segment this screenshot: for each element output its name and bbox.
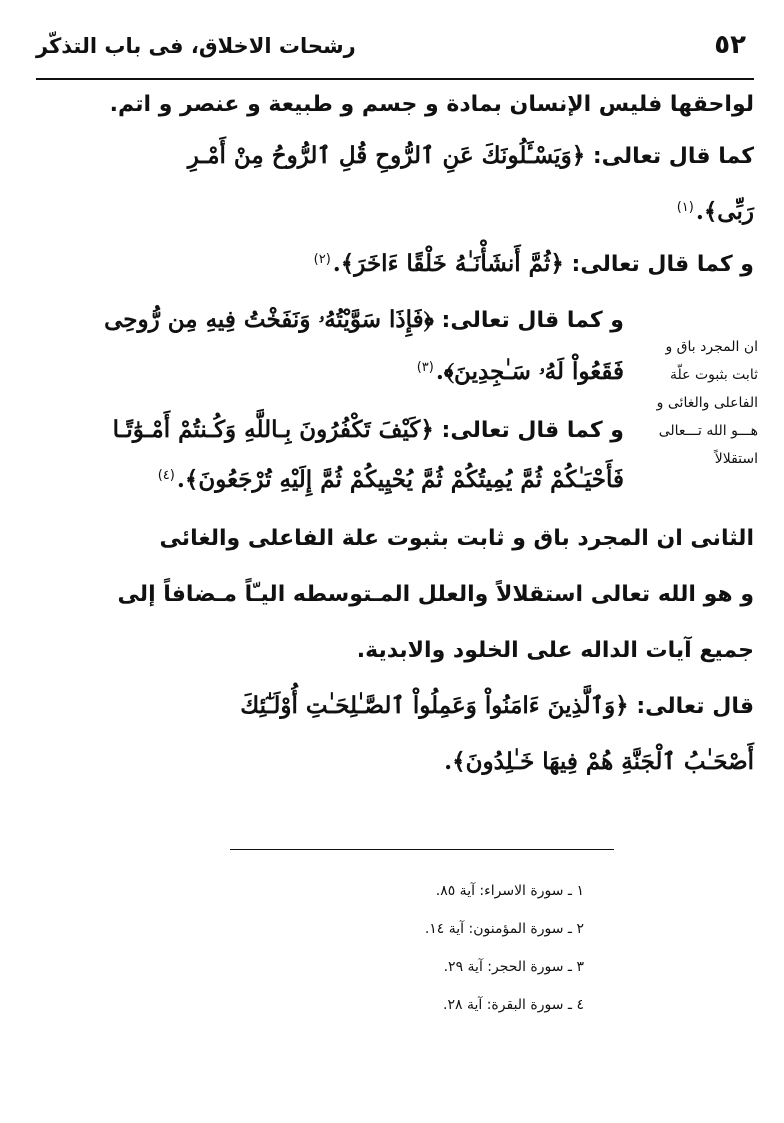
margin-note bbox=[636, 333, 758, 473]
body-line: الثانى ان المجرد باق و ثابت بثبوت علة الفاعلى والغائى bbox=[159, 526, 754, 551]
verse-intro: كما قال تعالى: bbox=[585, 144, 754, 169]
quran-verse: رَبِّى﴾. bbox=[695, 198, 754, 225]
body-line bbox=[677, 198, 754, 226]
body-line bbox=[104, 306, 624, 334]
footnote: ٣ ـ سورة الحجر: آية ٢٩. bbox=[443, 959, 584, 975]
margin-note-line: هـــو الله تـــعالى bbox=[658, 423, 758, 439]
quran-verse: ﴿فَإِذَا سَوَّيْتُهُۥ وَنَفَخْتُ فِيهِ مِن رُّوحِى bbox=[104, 306, 434, 333]
verse-intro: و كما قال تعالى: bbox=[433, 418, 624, 443]
footnote: ٢ ـ سورة المؤمنون: آية ١٤. bbox=[424, 921, 584, 937]
quran-verse: ﴿ثُمَّ أَنشَأْنَـٰهُ خَلْقًا ءَاخَرَ﴾. bbox=[332, 250, 564, 277]
page-header bbox=[36, 26, 754, 66]
verse-intro: و كما قال تعالى: bbox=[563, 252, 754, 277]
body-line: لواحقها فليس الإنسان بمادة و جسم و طبيعة و عنصر و اتم. bbox=[109, 92, 754, 117]
body-line bbox=[113, 416, 624, 444]
running-title: رشحات الاخلاق، فى باب التذكّر bbox=[36, 34, 356, 58]
page-number: ٥٢ bbox=[714, 30, 746, 60]
verse-intro: قال تعالى: bbox=[628, 694, 754, 719]
body-line bbox=[444, 748, 754, 776]
footnote: ١ ـ سورة الاسراء: آية ٨٥. bbox=[435, 883, 584, 899]
margin-note-line: ثابت بثبوت علّة bbox=[670, 367, 758, 383]
footnote-marker: (٤) bbox=[157, 467, 175, 483]
margin-note-line: الفاعلى والغائى و bbox=[656, 395, 758, 411]
footnote-divider bbox=[230, 849, 614, 850]
footnote: ٤ ـ سورة البقرة: آية ٢٨. bbox=[443, 997, 584, 1013]
quran-verse: أَصْحَـٰبُ ٱلْجَنَّةِ هُمْ فِيهَا خَـٰلِدُونَ﴾. bbox=[444, 748, 754, 775]
footnote-marker: (١) bbox=[676, 199, 694, 215]
body-line bbox=[417, 358, 624, 386]
footnotes bbox=[425, 872, 584, 1024]
body-line bbox=[314, 250, 754, 278]
body-line bbox=[188, 142, 754, 170]
body-line: و هو الله تعالى استقلالاً والعلل المـتوسطه اليـّاً مـضافاً إلى bbox=[117, 582, 754, 607]
quran-verse: فَقَعُواْ لَهُۥ سَـٰجِدِينَ﴾. bbox=[435, 358, 624, 385]
header-divider bbox=[36, 78, 754, 80]
quran-verse: ﴿وَيَسْـَٔلُونَكَ عَنِ ٱلرُّوحِ قُلِ ٱلرُّوحُ مِنْ أَمْـرِ bbox=[187, 142, 586, 169]
margin-note-line: ان المجرد باق و bbox=[665, 339, 758, 355]
verse-intro: و كما قال تعالى: bbox=[433, 308, 624, 333]
margin-note-line: استقلالاً bbox=[714, 451, 758, 467]
quran-verse: ﴿وَٱلَّذِينَ ءَامَنُواْ وَعَمِلُواْ ٱلصَّـٰلِحَـٰتِ أُوْلَـٰٓئِكَ bbox=[240, 692, 629, 719]
footnote-marker: (٣) bbox=[416, 359, 434, 375]
quran-verse: فَأَحْيَـٰكُمْ ثُمَّ يُمِيتُكُمْ ثُمَّ يُحْيِيكُمْ ثُمَّ إِلَيْهِ تُرْجَعُونَ﴾. bbox=[176, 466, 624, 493]
footnote-marker: (٢) bbox=[313, 251, 331, 267]
body-line bbox=[240, 692, 754, 720]
body-line: جميع آيات الداله على الخلود والابدية. bbox=[356, 638, 754, 663]
quran-verse: ﴿كَيْفَ تَكْفُرُونَ بِـاللَّهِ وَكُـنتُمْ أَمْـوَٰتًـا bbox=[112, 416, 434, 443]
body-line bbox=[158, 466, 624, 494]
